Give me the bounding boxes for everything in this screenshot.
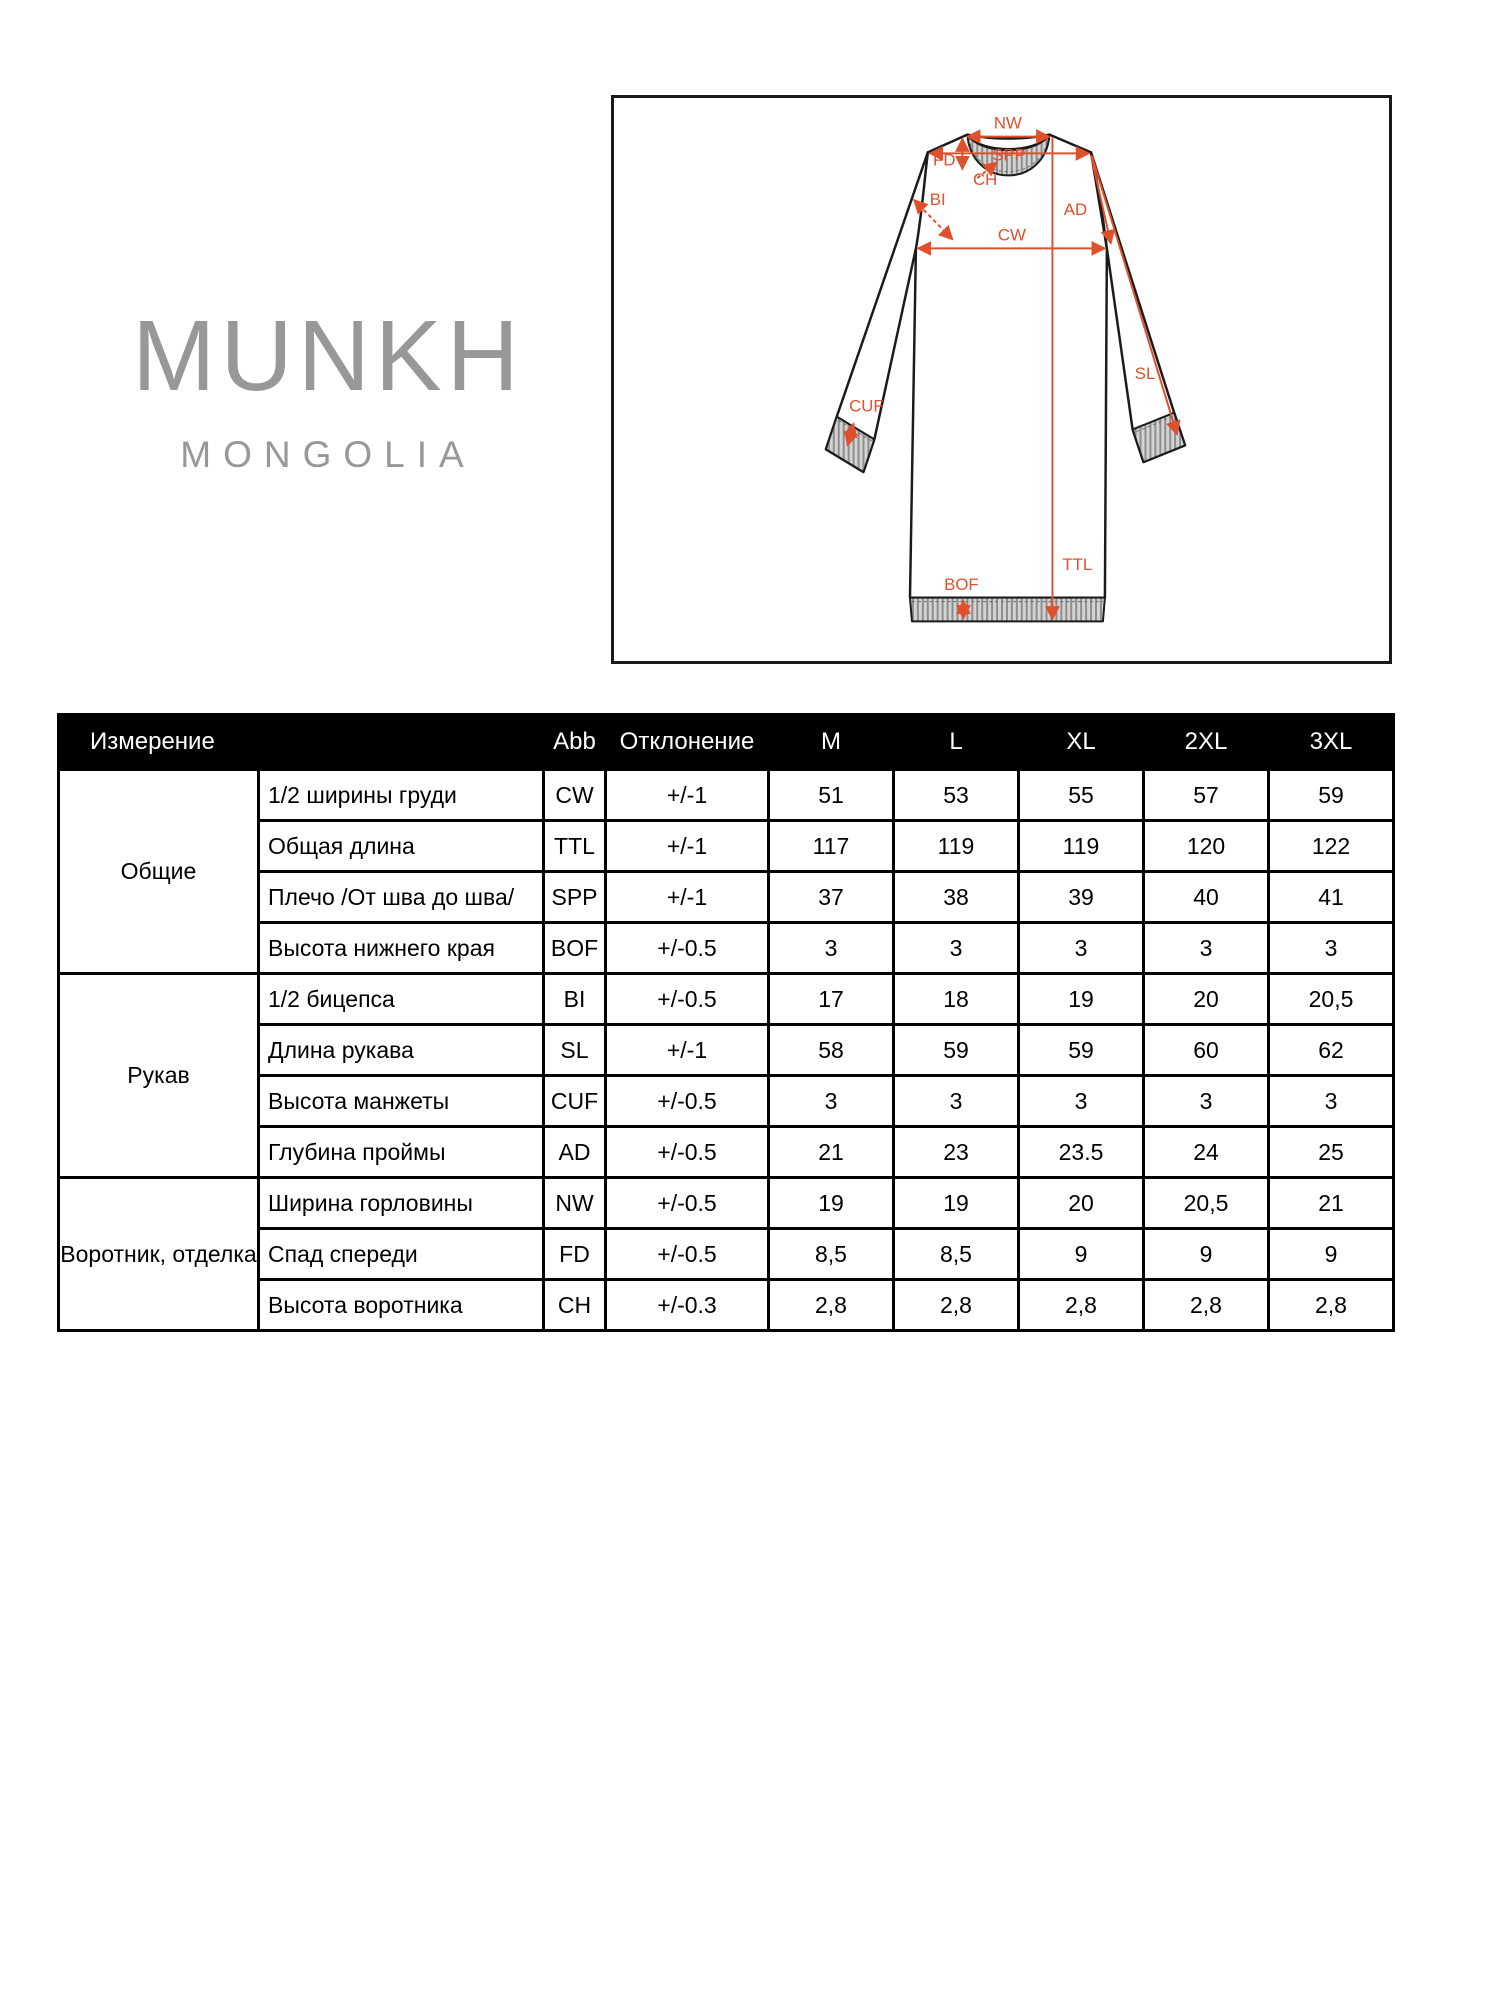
- value-l: 38: [894, 872, 1019, 923]
- brand-logo: [128, 300, 528, 476]
- deviation-value: +/-0.3: [606, 1280, 769, 1331]
- value-2xl: 60: [1144, 1025, 1269, 1076]
- spp-label: SPP: [992, 145, 1026, 165]
- measurement-name: Плечо /От шва до шва/: [259, 872, 544, 923]
- deviation-value: +/-0.5: [606, 1229, 769, 1280]
- value-xl: 119: [1019, 821, 1144, 872]
- value-2xl: 3: [1144, 923, 1269, 974]
- ad-label: AD: [1063, 199, 1088, 219]
- cw-label: CW: [997, 225, 1026, 245]
- table-row: [59, 1229, 1394, 1280]
- deviation-value: +/-1: [606, 1025, 769, 1076]
- table-row: [59, 821, 1394, 872]
- header-size-l: L: [894, 715, 1019, 770]
- deviation-value: +/-1: [606, 872, 769, 923]
- value-2xl: 40: [1144, 872, 1269, 923]
- abb-code: CH: [544, 1280, 606, 1331]
- value-3xl: 3: [1269, 1076, 1394, 1127]
- brand-subtitle: MONGOLIA: [180, 434, 476, 475]
- header-measurement: Измерение: [59, 715, 544, 770]
- ch-label: CH: [973, 170, 998, 190]
- value-m: 17: [769, 974, 894, 1025]
- table-row: [59, 1178, 1394, 1229]
- measurement-name: Глубина проймы: [259, 1127, 544, 1178]
- abb-code: FD: [544, 1229, 606, 1280]
- deviation-value: +/-0.5: [606, 1127, 769, 1178]
- value-m: 3: [769, 1076, 894, 1127]
- measurement-name: Высота воротника: [259, 1280, 544, 1331]
- value-l: 2,8: [894, 1280, 1019, 1331]
- brand-name: MUNKH: [132, 300, 524, 412]
- value-xl: 3: [1019, 1076, 1144, 1127]
- bof-label: BOF: [944, 574, 979, 594]
- value-2xl: 2,8: [1144, 1280, 1269, 1331]
- value-l: 8,5: [894, 1229, 1019, 1280]
- value-3xl: 21: [1269, 1178, 1394, 1229]
- value-xl: 23.5: [1019, 1127, 1144, 1178]
- deviation-value: +/-0.5: [606, 1076, 769, 1127]
- table-row: [59, 1127, 1394, 1178]
- value-3xl: 3: [1269, 923, 1394, 974]
- value-m: 3: [769, 923, 894, 974]
- value-2xl: 3: [1144, 1076, 1269, 1127]
- abb-code: TTL: [544, 821, 606, 872]
- value-xl: 59: [1019, 1025, 1144, 1076]
- value-3xl: 41: [1269, 872, 1394, 923]
- nw-label: NW: [993, 113, 1022, 133]
- value-xl: 19: [1019, 974, 1144, 1025]
- table-row: [59, 872, 1394, 923]
- bi-label: BI: [929, 189, 946, 209]
- value-xl: 2,8: [1019, 1280, 1144, 1331]
- fd-label: FD: [933, 150, 956, 170]
- value-l: 19: [894, 1178, 1019, 1229]
- group-label: Общие: [59, 770, 259, 974]
- table-row: [59, 923, 1394, 974]
- cuf-label: CUF: [849, 396, 884, 416]
- value-2xl: 9: [1144, 1229, 1269, 1280]
- table-row: [59, 770, 1394, 821]
- header-row: [59, 715, 1394, 770]
- deviation-value: +/-1: [606, 770, 769, 821]
- value-l: 3: [894, 923, 1019, 974]
- value-3xl: 59: [1269, 770, 1394, 821]
- value-3xl: 62: [1269, 1025, 1394, 1076]
- value-xl: 9: [1019, 1229, 1144, 1280]
- value-2xl: 120: [1144, 821, 1269, 872]
- value-l: 23: [894, 1127, 1019, 1178]
- value-m: 51: [769, 770, 894, 821]
- value-2xl: 24: [1144, 1127, 1269, 1178]
- measurement-name: Высота нижнего края: [259, 923, 544, 974]
- sl-label: SL: [1134, 364, 1156, 384]
- value-3xl: 122: [1269, 821, 1394, 872]
- deviation-value: +/-1: [606, 821, 769, 872]
- value-2xl: 20: [1144, 974, 1269, 1025]
- value-l: 18: [894, 974, 1019, 1025]
- abb-code: BI: [544, 974, 606, 1025]
- measurement-name: 1/2 ширины груди: [259, 770, 544, 821]
- value-l: 119: [894, 821, 1019, 872]
- value-xl: 39: [1019, 872, 1144, 923]
- value-l: 59: [894, 1025, 1019, 1076]
- header-size-3xl: 3XL: [1269, 715, 1394, 770]
- size-chart-table: [57, 713, 1395, 1332]
- value-m: 19: [769, 1178, 894, 1229]
- table-row: [59, 1280, 1394, 1331]
- abb-code: AD: [544, 1127, 606, 1178]
- abb-code: SL: [544, 1025, 606, 1076]
- value-2xl: 57: [1144, 770, 1269, 821]
- table-row: [59, 974, 1394, 1025]
- value-m: 117: [769, 821, 894, 872]
- measurement-name: Высота манжеты: [259, 1076, 544, 1127]
- abb-code: CW: [544, 770, 606, 821]
- value-2xl: 20,5: [1144, 1178, 1269, 1229]
- value-m: 8,5: [769, 1229, 894, 1280]
- garment-sketch: [614, 98, 1389, 661]
- value-3xl: 20,5: [1269, 974, 1394, 1025]
- deviation-value: +/-0.5: [606, 923, 769, 974]
- value-xl: 55: [1019, 770, 1144, 821]
- measurement-name: Общая длина: [259, 821, 544, 872]
- abb-code: SPP: [544, 872, 606, 923]
- value-3xl: 25: [1269, 1127, 1394, 1178]
- value-xl: 3: [1019, 923, 1144, 974]
- header-size-m: M: [769, 715, 894, 770]
- value-3xl: 2,8: [1269, 1280, 1394, 1331]
- abb-code: BOF: [544, 923, 606, 974]
- value-m: 21: [769, 1127, 894, 1178]
- abb-code: NW: [544, 1178, 606, 1229]
- abb-code: CUF: [544, 1076, 606, 1127]
- value-l: 3: [894, 1076, 1019, 1127]
- value-3xl: 9: [1269, 1229, 1394, 1280]
- deviation-value: +/-0.5: [606, 1178, 769, 1229]
- header-size-xl: XL: [1019, 715, 1144, 770]
- header-size-2xl: 2XL: [1144, 715, 1269, 770]
- group-label: Воротник, отделка: [59, 1178, 259, 1331]
- garment-outline: [826, 135, 1185, 622]
- value-l: 53: [894, 770, 1019, 821]
- value-m: 58: [769, 1025, 894, 1076]
- group-label: Рукав: [59, 974, 259, 1178]
- value-m: 2,8: [769, 1280, 894, 1331]
- measurement-name: Ширина горловины: [259, 1178, 544, 1229]
- garment-drawing-box: [611, 95, 1392, 664]
- measurement-name: 1/2 бицепса: [259, 974, 544, 1025]
- deviation-value: +/-0.5: [606, 974, 769, 1025]
- header-abb: Abb: [544, 715, 606, 770]
- value-xl: 20: [1019, 1178, 1144, 1229]
- measurement-name: Спад спереди: [259, 1229, 544, 1280]
- measurement-name: Длина рукава: [259, 1025, 544, 1076]
- table-row: [59, 1076, 1394, 1127]
- table-row: [59, 1025, 1394, 1076]
- header-deviation: Отклонение: [606, 715, 769, 770]
- ttl-label: TTL: [1062, 554, 1093, 574]
- value-m: 37: [769, 872, 894, 923]
